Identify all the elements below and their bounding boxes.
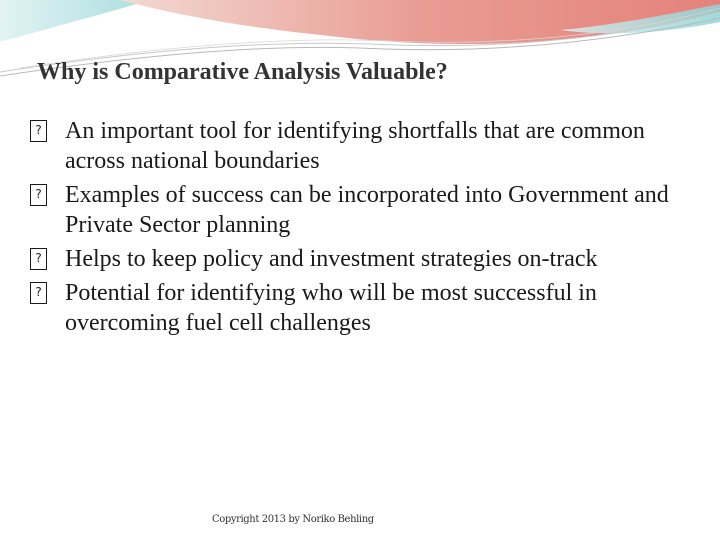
bullet-glyph-icon: ? (30, 248, 47, 270)
bullet-item (30, 278, 680, 338)
bullet-glyph-icon: ? (30, 184, 47, 206)
bullet-item (30, 116, 680, 176)
bullet-glyph-icon: ? (30, 282, 47, 304)
bullet-text: Examples of success can be incorporated into Government and Private Sector planning (65, 182, 669, 238)
teal-band-left (0, 0, 150, 42)
bullet-glyph-icon: ? (30, 120, 47, 142)
bullet-item (30, 244, 680, 274)
slide-title: Why is Comparative Analysis Valuable? (37, 59, 448, 85)
bullet-list (30, 116, 680, 342)
bullet-text: An important tool for identifying shortfalls that are common across national boundaries (65, 118, 645, 174)
copyright-footer: Copyright 2013 by Noriko Behling (212, 514, 374, 525)
bullet-text: Potential for identifying who will be most successful in overcoming fuel cell challenges (65, 280, 597, 336)
bullet-text: Helps to keep policy and investment strategies on-track (65, 246, 598, 272)
bullet-item (30, 180, 680, 240)
